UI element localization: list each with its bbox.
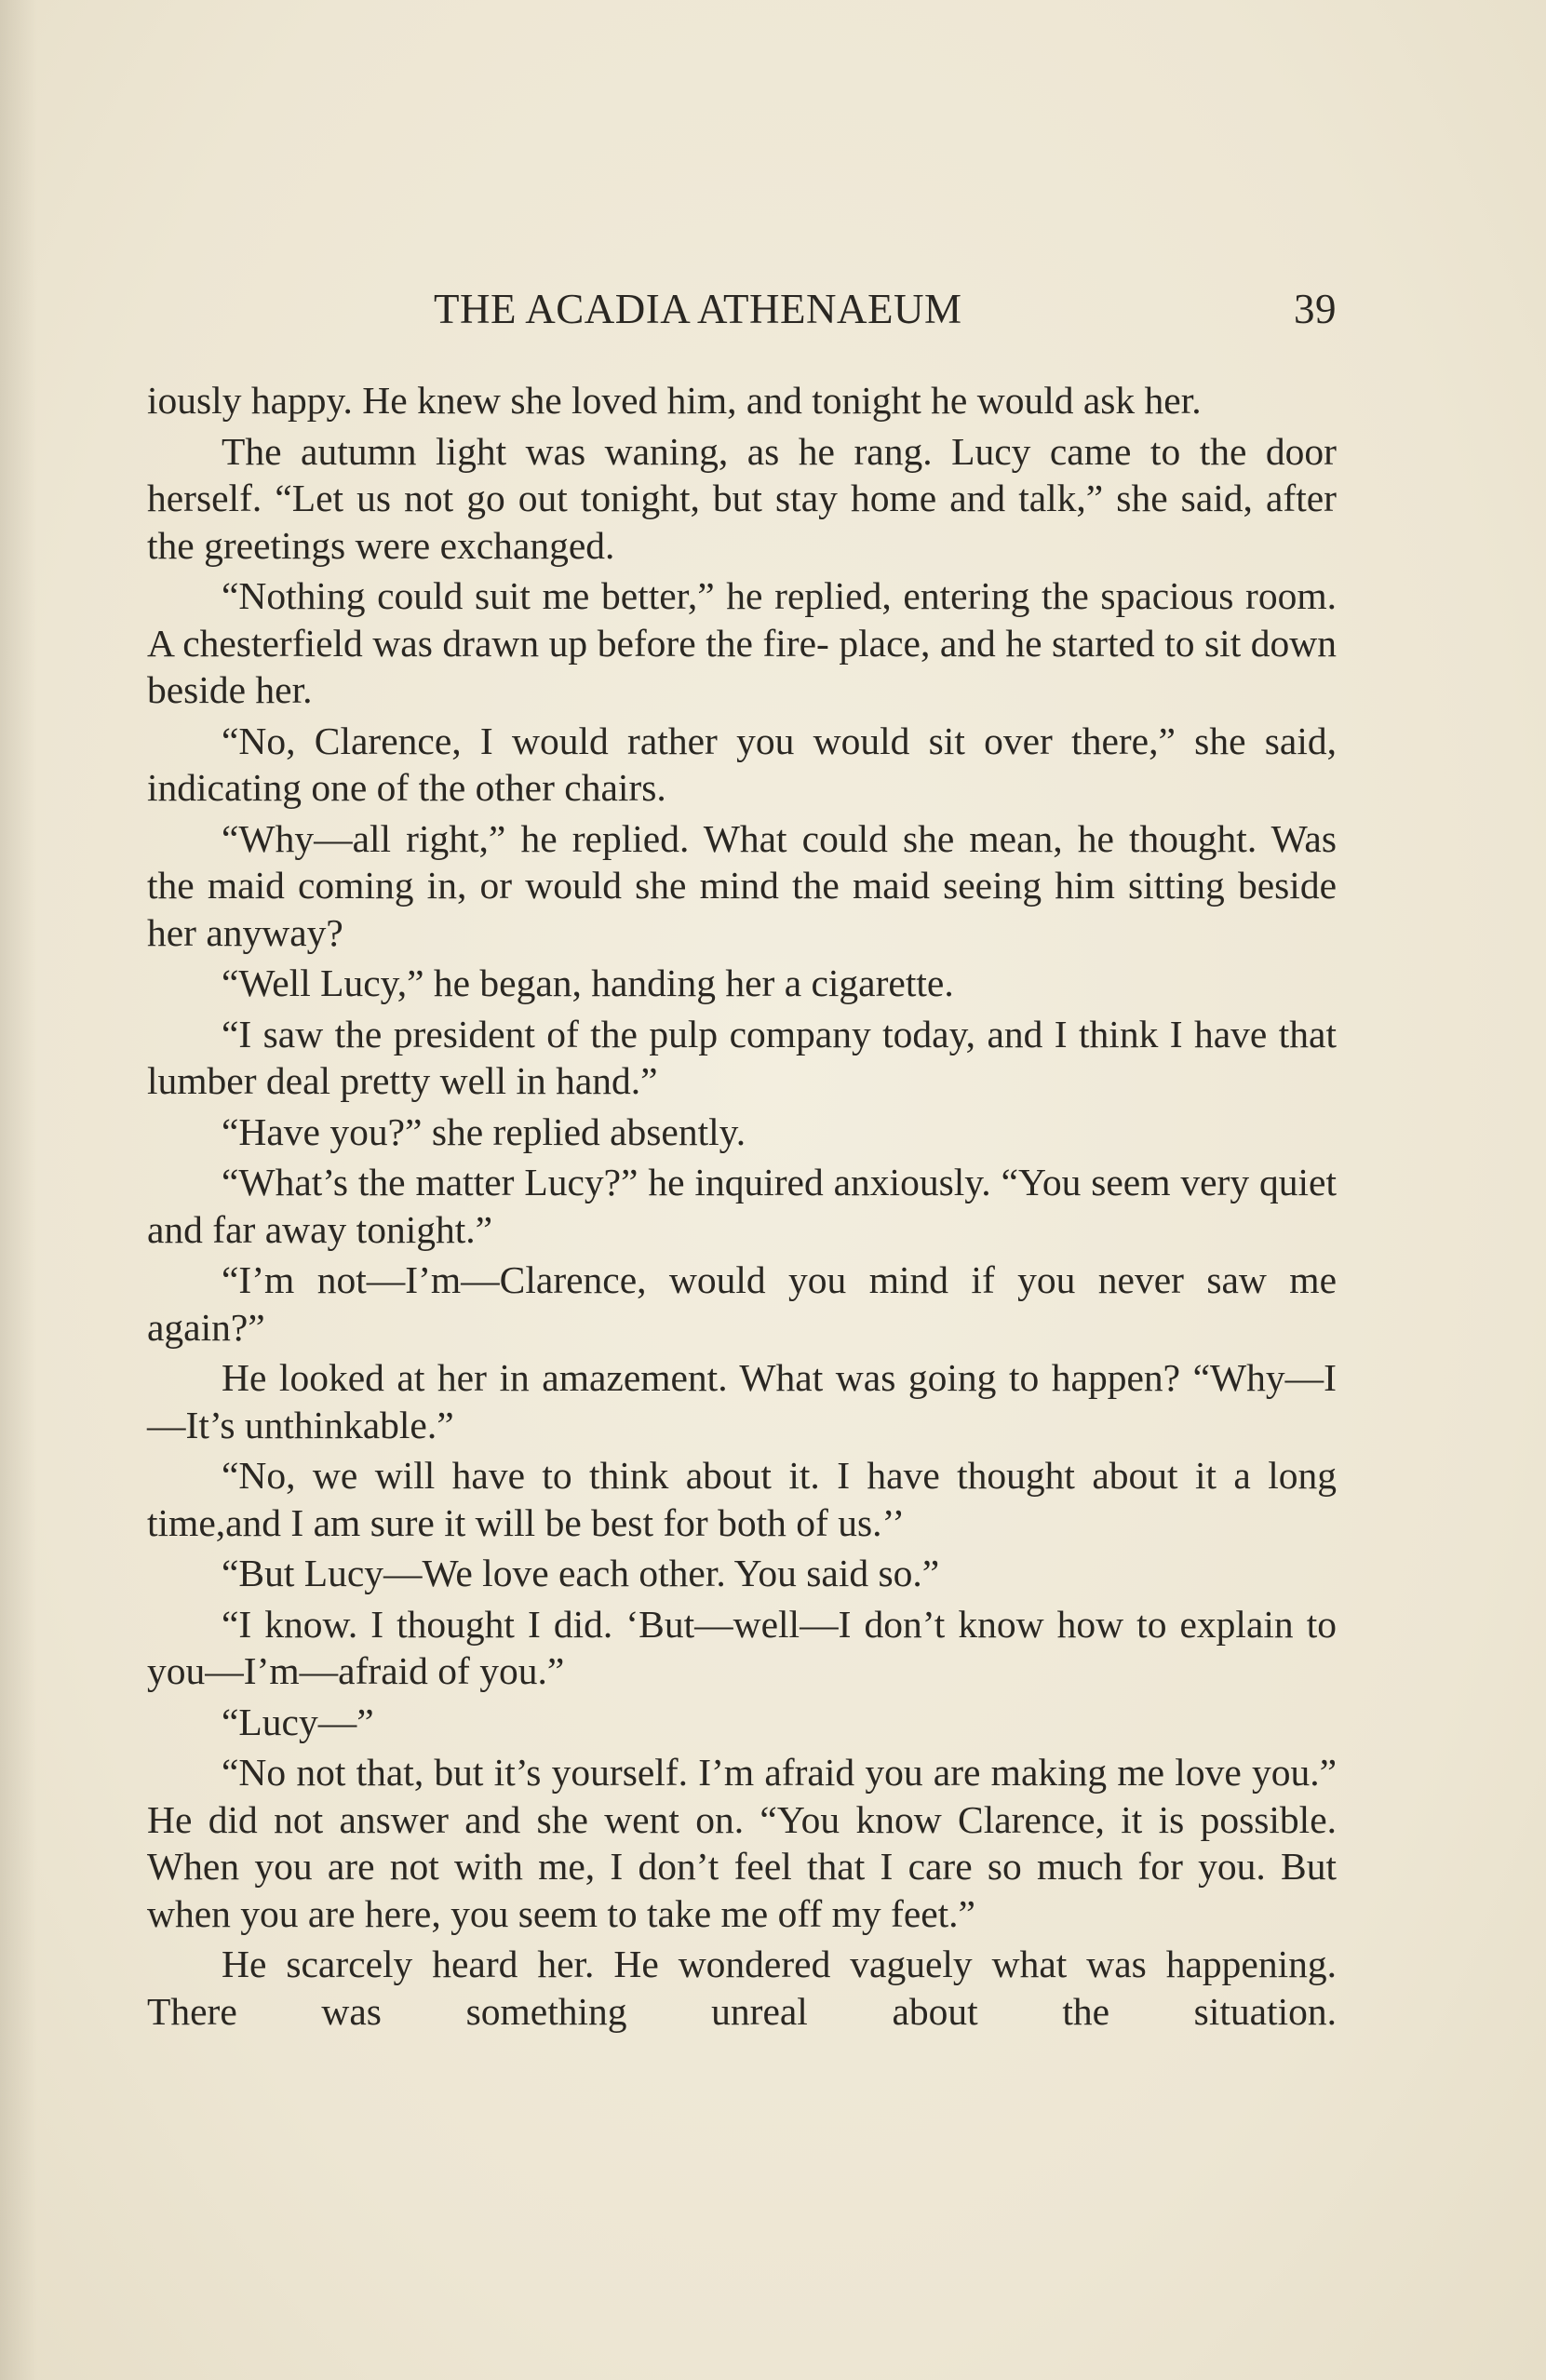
paragraph: iously happy. He knew she loved him, and tonight he would ask her. xyxy=(147,379,1202,422)
paragraph: The autumn light was waning, as he rang. Lucy came to the door herself. “Let us not go out tonight, but stay home and talk,” she said, after the greetings were exchanged. xyxy=(147,429,1337,567)
paragraph: He scarcely heard her. He wondered vaguely what was happening. There was something unreal about the situation. xyxy=(147,1943,1337,2033)
paragraph: “No not that, but it’s yourself. I’m afraid you are making me love you.” He did not answer and she went on. “You know Clarence, it is possible. When you are not with me, I don’t feel that I care so much for you. But when you are here, you seem to take me off my feet.” xyxy=(147,1751,1337,1935)
paragraph: “What’s the matter Lucy?” he inquired anxiously. “You seem very quiet and far away tonight.” xyxy=(147,1161,1337,1251)
body-text xyxy=(147,377,1337,2038)
paragraph: “I saw the president of the pulp company today, and I think I have that lumber deal pretty well in hand.” xyxy=(147,1012,1337,1102)
journal-title: THE ACADIA ATHENAEUM xyxy=(434,286,962,332)
paragraph: He looked at her in amazement. What was going to happen? “Why—I—It’s unthinkable.” xyxy=(147,1356,1337,1446)
paragraph: “But Lucy—We love each other. You said so.” xyxy=(222,1552,940,1594)
gutter-shadow xyxy=(0,0,37,2380)
paragraph: “No, Clarence, I would rather you would sit over there,” she said, indicating one of the other chairs. xyxy=(147,719,1337,809)
paragraph: “Lucy—” xyxy=(222,1700,374,1743)
paragraph: “I know. I thought I did. ‘But—well—I don’t know how to explain to you—I’m—afraid of you.” xyxy=(147,1602,1337,1692)
paragraph: “Why—all right,” he replied. What could she mean, he thought. Was the maid coming in, or would she mind the maid seeing him sitting beside her anyway? xyxy=(147,816,1337,954)
paragraph: “Nothing could suit me better,” he replied, entering the spacious room. A chesterfield was drawn up before the fire- place, and he started to sit down beside her. xyxy=(147,574,1337,711)
page-number: 39 xyxy=(1294,286,1337,332)
paragraph: “No, we will have to think about it. I have thought about it a long time,and I am sure it will be best for both of us.’’ xyxy=(147,1454,1337,1544)
paragraph: “I’m not—I’m—Clarence, would you mind if you never saw me again?” xyxy=(147,1258,1337,1349)
paragraph: “Well Lucy,” he began, handing her a cigarette. xyxy=(222,961,954,1004)
running-head xyxy=(147,285,1337,337)
paragraph: “Have you?” she replied absently. xyxy=(222,1109,746,1153)
